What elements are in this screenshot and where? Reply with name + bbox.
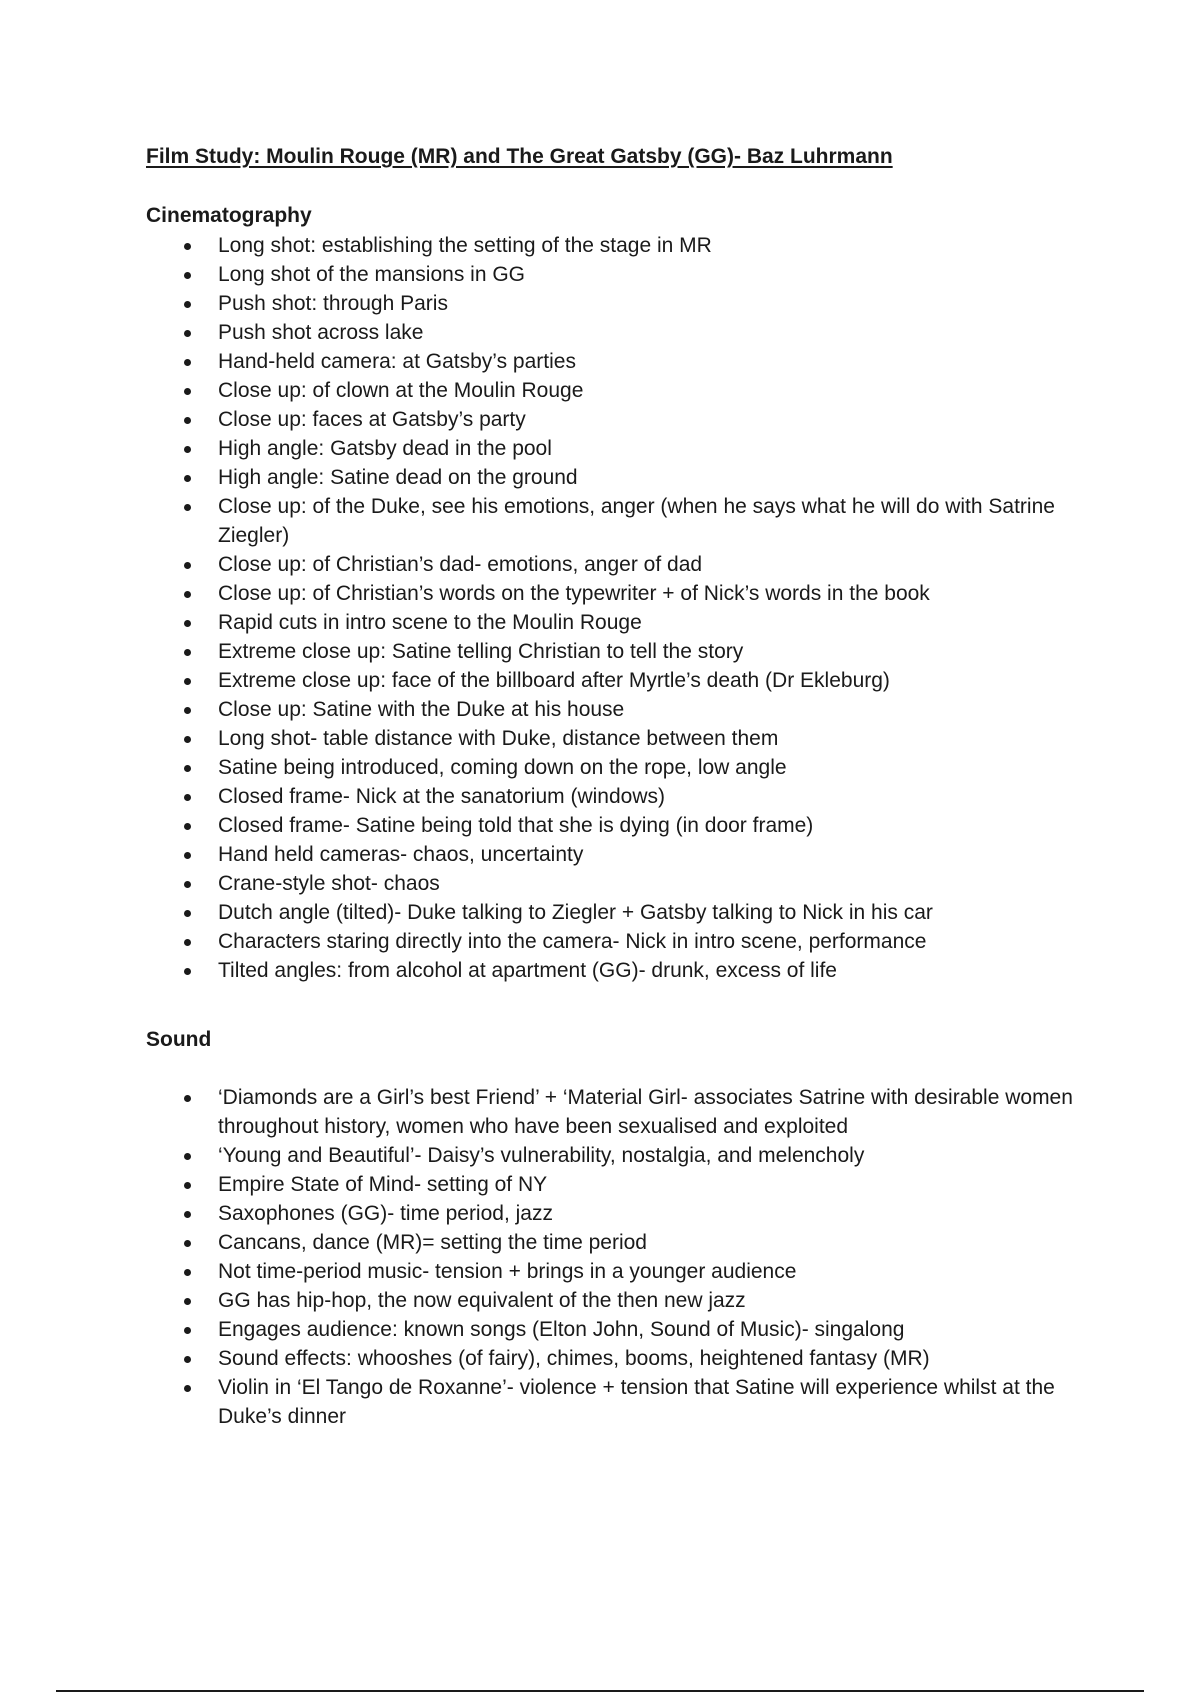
bullet-icon <box>184 649 191 656</box>
list-item-text: Close up: Satine with the Duke at his house <box>218 698 625 721</box>
bullet-icon <box>184 1298 191 1305</box>
cinematography-heading: Cinematography <box>146 204 312 227</box>
list-item-text: Close up: of the Duke, see his emotions, anger (when he says what he will do with Satrine Ziegler) <box>218 495 1055 547</box>
list-item <box>146 608 1086 637</box>
list-item <box>146 550 1086 579</box>
footer-divider <box>56 1690 1144 1692</box>
bullet-icon <box>184 475 191 482</box>
list-item <box>146 1083 1086 1141</box>
list-item <box>146 956 1086 985</box>
list-item-text: Satine being introduced, coming down on the rope, low angle <box>218 756 787 779</box>
list-item <box>146 492 1086 550</box>
list-item <box>146 289 1086 318</box>
list-item <box>146 1257 1086 1286</box>
list-item <box>146 1199 1086 1228</box>
list-item-text: Close up: of clown at the Moulin Rouge <box>218 379 584 402</box>
list-item-text: Empire State of Mind- setting of NY <box>218 1173 548 1196</box>
bullet-icon <box>184 446 191 453</box>
bullet-icon <box>184 910 191 917</box>
list-item <box>146 724 1086 753</box>
bullet-icon <box>184 736 191 743</box>
bullet-icon <box>184 1356 191 1363</box>
bullet-icon <box>184 1095 191 1102</box>
list-item-text: Extreme close up: face of the billboard after Myrtle’s death (Dr Ekleburg) <box>218 669 890 692</box>
bullet-icon <box>184 620 191 627</box>
list-item-text: GG has hip-hop, the now equivalent of the then new jazz <box>218 1289 746 1312</box>
list-item-text: Crane-style shot- chaos <box>218 872 440 895</box>
bullet-icon <box>184 1153 191 1160</box>
list-item-text: Cancans, dance (MR)= setting the time period <box>218 1231 647 1254</box>
list-item-text: Hand held cameras- chaos, uncertainty <box>218 843 584 866</box>
list-item-text: Rapid cuts in intro scene to the Moulin Rouge <box>218 611 642 634</box>
bullet-icon <box>184 852 191 859</box>
list-item <box>146 434 1086 463</box>
list-item <box>146 869 1086 898</box>
list-item-text: Push shot across lake <box>218 321 424 344</box>
list-item-text: Saxophones (GG)- time period, jazz <box>218 1202 553 1225</box>
list-item <box>146 1373 1086 1431</box>
list-item <box>146 811 1086 840</box>
bullet-icon <box>184 678 191 685</box>
list-item-text: Long shot: establishing the setting of the stage in MR <box>218 234 712 257</box>
list-item-text: Long shot of the mansions in GG <box>218 263 526 286</box>
list-item <box>146 1141 1086 1170</box>
bullet-icon <box>184 1240 191 1247</box>
list-item-text: High angle: Gatsby dead in the pool <box>218 437 552 460</box>
bullet-icon <box>184 707 191 714</box>
list-item <box>146 782 1086 811</box>
list-item-text: Close up: faces at Gatsby’s party <box>218 408 526 431</box>
list-item-text: ‘Young and Beautiful’- Daisy’s vulnerability, nostalgia, and melencholy <box>218 1144 865 1167</box>
bullet-icon <box>184 881 191 888</box>
bullet-icon <box>184 1211 191 1218</box>
list-item-text: Extreme close up: Satine telling Christian to tell the story <box>218 640 744 663</box>
list-item <box>146 840 1086 869</box>
list-item <box>146 318 1086 347</box>
bullet-icon <box>184 417 191 424</box>
bullet-icon <box>184 591 191 598</box>
bullet-icon <box>184 504 191 511</box>
list-item-text: Tilted angles: from alcohol at apartment (GG)- drunk, excess of life <box>218 959 837 982</box>
bullet-icon <box>184 1182 191 1189</box>
list-item <box>146 376 1086 405</box>
list-item <box>146 260 1086 289</box>
list-item <box>146 1228 1086 1257</box>
list-item-text: Characters staring directly into the camera- Nick in intro scene, performance <box>218 930 927 953</box>
list-item <box>146 927 1086 956</box>
list-item-text: Push shot: through Paris <box>218 292 448 315</box>
bullet-icon <box>184 1327 191 1334</box>
list-item-text: Engages audience: known songs (Elton John, Sound of Music)- singalong <box>218 1318 905 1341</box>
list-item <box>146 231 1086 260</box>
bullet-icon <box>184 301 191 308</box>
list-item-text: Violin in ‘El Tango de Roxanne’- violence + tension that Satine will experience whilst at the Duke’s dinner <box>218 1376 1055 1428</box>
bullet-icon <box>184 968 191 975</box>
cinematography-list <box>146 231 1086 985</box>
list-item <box>146 898 1086 927</box>
list-item-text: Close up: of Christian’s dad- emotions, anger of dad <box>218 553 703 576</box>
bullet-icon <box>184 823 191 830</box>
bullet-icon <box>184 388 191 395</box>
bullet-icon <box>184 1385 191 1392</box>
list-item <box>146 1344 1086 1373</box>
list-item <box>146 405 1086 434</box>
list-item <box>146 753 1086 782</box>
list-item <box>146 1170 1086 1199</box>
list-item <box>146 666 1086 695</box>
list-item <box>146 1286 1086 1315</box>
list-item-text: High angle: Satine dead on the ground <box>218 466 578 489</box>
list-item-text: Dutch angle (tilted)- Duke talking to Ziegler + Gatsby talking to Nick in his car <box>218 901 933 924</box>
list-item <box>146 695 1086 724</box>
bullet-icon <box>184 359 191 366</box>
bullet-icon <box>184 243 191 250</box>
bullet-icon <box>184 794 191 801</box>
list-item <box>146 1315 1086 1344</box>
list-item-text: Sound effects: whooshes (of fairy), chimes, booms, heightened fantasy (MR) <box>218 1347 930 1370</box>
list-item <box>146 347 1086 376</box>
list-item-text: ‘Diamonds are a Girl’s best Friend’ + ‘Material Girl- associates Satrine with desirable women throughout history, women who have been sexualised and exploited <box>218 1086 1073 1138</box>
bullet-icon <box>184 765 191 772</box>
sound-list <box>146 1083 1086 1431</box>
bullet-icon <box>184 939 191 946</box>
list-item-text: Closed frame- Nick at the sanatorium (windows) <box>218 785 665 808</box>
bullet-icon <box>184 330 191 337</box>
bullet-icon <box>184 1269 191 1276</box>
list-item <box>146 579 1086 608</box>
document-title: Film Study: Moulin Rouge (MR) and The Great Gatsby (GG)- Baz Luhrmann <box>146 145 893 168</box>
list-item <box>146 463 1086 492</box>
bullet-icon <box>184 272 191 279</box>
list-item-text: Not time-period music- tension + brings in a younger audience <box>218 1260 797 1283</box>
list-item <box>146 637 1086 666</box>
list-item-text: Closed frame- Satine being told that she is dying (in door frame) <box>218 814 814 837</box>
list-item-text: Close up: of Christian’s words on the typewriter + of Nick’s words in the book <box>218 582 930 605</box>
bullet-icon <box>184 562 191 569</box>
list-item-text: Hand-held camera: at Gatsby’s parties <box>218 350 576 373</box>
list-item-text: Long shot- table distance with Duke, distance between them <box>218 727 779 750</box>
sound-heading: Sound <box>146 1028 212 1051</box>
